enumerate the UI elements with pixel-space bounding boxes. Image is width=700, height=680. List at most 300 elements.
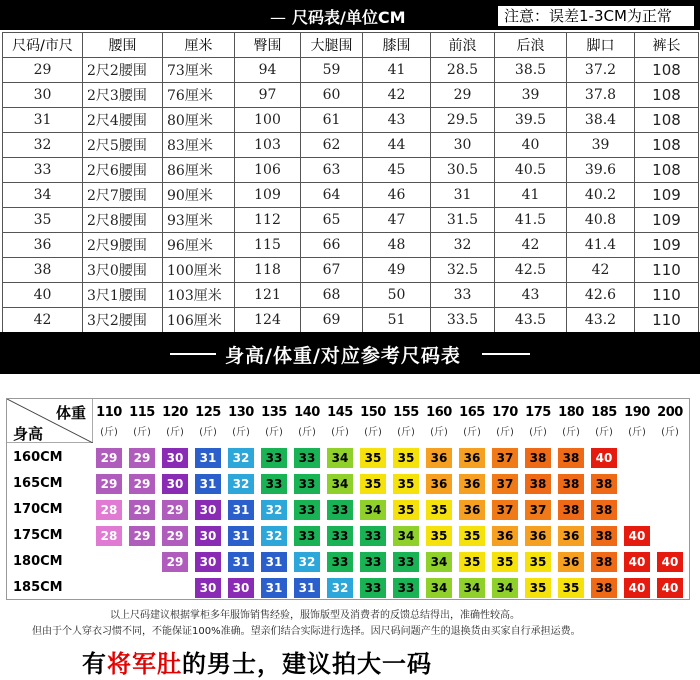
size-cell: 109 [635,208,699,233]
size-recommendation-cell: 38 [558,500,584,520]
size-recommendation-cell: 30 [195,578,221,598]
title-dash: — [270,8,286,27]
size-cell: 30 [3,83,83,108]
size-cell: 2尺7腰围 [83,183,163,208]
weight-value: 200 [657,405,683,420]
size-cell: 64 [301,183,363,208]
size-row [3,283,699,308]
size-recommendation-cell: 29 [162,552,188,572]
size-recommendation-cell: 38 [591,500,617,520]
banner-line-left [170,353,216,355]
size-cell: 32 [431,233,495,258]
weight-value: 180 [558,405,584,420]
size-cell: 118 [235,258,301,283]
size-recommendation-cell: 35 [360,474,386,494]
weight-axis-label: 体重 [55,404,86,422]
size-cell: 36 [3,233,83,258]
size-cell: 62 [301,133,363,158]
weight-column-header [457,399,487,443]
size-cell: 100厘米 [163,258,235,283]
size-recommendation-cell: 35 [492,552,518,572]
weight-column-header [193,399,223,443]
size-cell: 108 [635,158,699,183]
weight-unit: (斤) [463,427,481,438]
weight-value: 120 [162,405,188,420]
size-recommendation-cell: 36 [525,526,551,546]
weight-value: 135 [261,405,287,420]
size-cell: 108 [635,83,699,108]
weight-unit: (斤) [628,427,646,438]
size-recommendation-cell: 36 [459,448,485,468]
size-recommendation-cell: 30 [162,474,188,494]
size-recommendation-cell: 31 [195,448,221,468]
size-cell: 2尺4腰围 [83,108,163,133]
weight-column-header [556,399,586,443]
size-recommendation-cell: 33 [261,448,287,468]
weight-column-header [325,399,355,443]
size-cell: 46 [363,183,431,208]
size-cell: 83厘米 [163,133,235,158]
weight-column-header [94,399,124,443]
weight-value: 185 [591,405,617,420]
size-recommendation-cell: 35 [558,578,584,598]
size-recommendation-cell: 29 [129,526,155,546]
size-recommendation-cell: 29 [129,474,155,494]
size-row [3,208,699,233]
size-recommendation-cell: 33 [261,474,287,494]
size-recommendation-cell: 40 [657,552,683,572]
size-recommendation-cell: 31 [261,578,287,598]
size-cell: 30.5 [431,158,495,183]
height-row-label: 185CM [13,580,63,595]
size-cell: 43.2 [567,308,635,333]
size-recommendation-cell: 34 [327,448,353,468]
size-recommendation-cell: 33 [393,578,419,598]
slogan [82,644,432,679]
weight-value: 160 [426,405,452,420]
size-cell: 90厘米 [163,183,235,208]
size-recommendation-cell: 29 [129,448,155,468]
tolerance-note: 注意：误差1-3CM为正常 [498,6,694,26]
weight-unit: (斤) [199,427,217,438]
weight-unit: (斤) [232,427,250,438]
size-cell: 28.5 [431,58,495,83]
size-cell: 69 [301,308,363,333]
footnote-line-1: 以上尺码建议根据掌柜多年服饰销售经验，服饰版型及消费者的反馈总结得出，准确性较高。 [110,610,520,621]
size-recommendation-cell: 33 [327,526,353,546]
size-cell: 33 [431,283,495,308]
size-recommendation-cell: 40 [624,552,650,572]
size-cell: 47 [363,208,431,233]
size-cell: 106厘米 [163,308,235,333]
size-recommendation-cell: 35 [459,526,485,546]
size-cell: 60 [301,83,363,108]
size-recommendation-cell: 35 [525,578,551,598]
weight-column-header [523,399,553,443]
title-text: 尺码表/单位CM [292,8,406,27]
size-col-header: 臀围 [235,33,301,58]
weight-column-header [259,399,289,443]
size-cell: 93厘米 [163,208,235,233]
size-col-header: 厘米 [163,33,235,58]
size-recommendation-cell: 31 [261,552,287,572]
size-cell: 2尺8腰围 [83,208,163,233]
size-recommendation-cell: 40 [657,578,683,598]
size-col-header: 腰围 [83,33,163,58]
size-recommendation-cell: 32 [294,552,320,572]
size-recommendation-cell: 31 [228,526,254,546]
size-cell: 38.4 [567,108,635,133]
size-cell: 32 [3,133,83,158]
size-cell: 40 [495,133,567,158]
weight-column-header [424,399,454,443]
size-cell: 44 [363,133,431,158]
size-cell: 29.5 [431,108,495,133]
size-row [3,258,699,283]
size-cell: 42 [3,308,83,333]
size-recommendation-cell: 38 [525,474,551,494]
weight-unit: (斤) [430,427,448,438]
size-cell: 59 [301,58,363,83]
size-recommendation-cell: 35 [360,448,386,468]
size-cell: 2尺9腰围 [83,233,163,258]
size-cell: 43 [495,283,567,308]
weight-column-header [292,399,322,443]
size-row [3,183,699,208]
size-col-header: 前浪 [431,33,495,58]
size-col-header: 脚口 [567,33,635,58]
size-cell: 40 [3,283,83,308]
weight-unit: (斤) [595,427,613,438]
weight-value: 175 [525,405,551,420]
size-recommendation-cell: 31 [228,500,254,520]
size-cell: 51 [363,308,431,333]
size-cell: 41 [495,183,567,208]
size-recommendation-cell: 36 [426,474,452,494]
size-recommendation-cell: 34 [459,578,485,598]
size-cell: 76厘米 [163,83,235,108]
size-recommendation-cell: 33 [393,552,419,572]
size-recommendation-cell: 36 [558,552,584,572]
size-recommendation-cell: 31 [294,578,320,598]
size-cell: 41.5 [495,208,567,233]
size-cell: 103厘米 [163,283,235,308]
size-cell: 96厘米 [163,233,235,258]
size-col-header: 后浪 [495,33,567,58]
height-row-label: 165CM [13,476,63,491]
size-table-body [3,58,699,333]
size-recommendation-cell: 38 [591,526,617,546]
size-row [3,158,699,183]
size-recommendation-cell: 29 [162,526,188,546]
size-recommendation-cell: 38 [558,474,584,494]
weight-unit: (斤) [265,427,283,438]
size-cell: 61 [301,108,363,133]
height-row-label: 180CM [13,554,63,569]
weight-value: 190 [624,405,650,420]
size-recommendation-cell: 34 [426,578,452,598]
weight-column-header [589,399,619,443]
size-row [3,108,699,133]
weight-value: 110 [96,405,122,420]
size-recommendation-cell: 35 [393,448,419,468]
size-cell: 100 [235,108,301,133]
size-recommendation-cell: 34 [360,500,386,520]
size-recommendation-cell: 29 [96,474,122,494]
size-recommendation-cell: 37 [492,500,518,520]
size-row [3,83,699,108]
size-cell: 50 [363,283,431,308]
size-cell: 40.2 [567,183,635,208]
size-table-header [3,33,699,58]
size-cell: 41 [363,58,431,83]
size-cell: 65 [301,208,363,233]
size-cell: 108 [635,58,699,83]
grid-corner [7,399,93,443]
size-cell: 2尺6腰围 [83,158,163,183]
size-cell: 32.5 [431,258,495,283]
slogan-post: 的男士，建议拍大一码 [182,649,432,678]
size-cell: 37.2 [567,58,635,83]
weight-value: 170 [492,405,518,420]
size-recommendation-cell: 33 [327,500,353,520]
size-table [2,32,699,333]
height-row-label: 170CM [13,502,63,517]
size-cell: 41.4 [567,233,635,258]
size-cell: 35 [3,208,83,233]
weight-unit: (斤) [100,427,118,438]
size-recommendation-cell: 30 [195,552,221,572]
weight-column-header [160,399,190,443]
size-recommendation-cell: 38 [591,578,617,598]
size-recommendation-cell: 29 [162,500,188,520]
size-cell: 42 [495,233,567,258]
size-cell: 108 [635,133,699,158]
size-recommendation-cell: 38 [591,552,617,572]
size-col-header: 大腿围 [301,33,363,58]
size-cell: 3尺2腰围 [83,308,163,333]
top-header-bar [0,0,700,30]
size-cell: 49 [363,258,431,283]
footnote-line-2: 但由于个人穿衣习惯不同，不能保证100%准确。望亲们结合实际进行选择。因尺码问题产生的退换货由买家自行承担运费。 [32,626,581,637]
weight-unit: (斤) [496,427,514,438]
size-cell: 37.8 [567,83,635,108]
size-recommendation-cell: 34 [426,552,452,572]
size-recommendation-cell: 30 [195,526,221,546]
size-recommendation-cell: 32 [228,448,254,468]
weight-column-header [391,399,421,443]
height-row-label: 160CM [13,450,63,465]
size-row [3,133,699,158]
weight-value: 125 [195,405,221,420]
size-cell: 30 [431,133,495,158]
slogan-pre: 有 [82,649,107,678]
size-recommendation-cell: 34 [327,474,353,494]
size-cell: 124 [235,308,301,333]
weight-unit: (斤) [133,427,151,438]
size-recommendation-cell: 36 [459,474,485,494]
size-recommendation-cell: 30 [162,448,188,468]
size-recommendation-cell: 33 [294,448,320,468]
size-recommendation-cell: 35 [426,500,452,520]
weight-column-header [655,399,685,443]
size-recommendation-cell: 34 [492,578,518,598]
size-recommendation-cell: 40 [591,448,617,468]
size-cell: 103 [235,133,301,158]
weight-value: 130 [228,405,254,420]
size-cell: 29 [431,83,495,108]
size-recommendation-cell: 30 [195,500,221,520]
weight-value: 155 [393,405,419,420]
size-cell: 43.5 [495,308,567,333]
size-cell: 94 [235,58,301,83]
size-recommendation-cell: 35 [525,552,551,572]
size-cell: 29 [3,58,83,83]
size-recommendation-cell: 28 [96,500,122,520]
size-cell: 3尺1腰围 [83,283,163,308]
size-recommendation-cell: 30 [228,578,254,598]
size-recommendation-cell: 29 [96,448,122,468]
size-cell: 45 [363,158,431,183]
weight-unit: (斤) [298,427,316,438]
size-cell: 121 [235,283,301,308]
size-recommendation-cell: 40 [624,578,650,598]
size-cell: 80厘米 [163,108,235,133]
size-recommendation-cell: 29 [129,500,155,520]
size-recommendation-cell: 38 [591,474,617,494]
size-cell: 67 [301,258,363,283]
size-recommendation-cell: 37 [525,500,551,520]
size-recommendation-cell: 31 [228,552,254,572]
size-cell: 68 [301,283,363,308]
weight-height-grid [6,398,690,600]
size-recommendation-cell: 33 [360,578,386,598]
weight-unit: (斤) [529,427,547,438]
size-cell: 42 [567,258,635,283]
weight-unit: (斤) [364,427,382,438]
banner-line-right [482,353,530,355]
size-cell: 39 [495,83,567,108]
size-recommendation-cell: 35 [426,526,452,546]
size-recommendation-cell: 33 [360,552,386,572]
weight-unit: (斤) [166,427,184,438]
size-cell: 31 [431,183,495,208]
weight-unit: (斤) [562,427,580,438]
size-cell: 42 [363,83,431,108]
height-axis-label: 身高 [13,425,44,443]
size-recommendation-cell: 33 [294,500,320,520]
size-cell: 42.6 [567,283,635,308]
weight-unit: (斤) [661,427,679,438]
size-recommendation-cell: 36 [459,500,485,520]
size-cell: 33 [3,158,83,183]
size-recommendation-cell: 38 [525,448,551,468]
size-recommendation-cell: 33 [360,526,386,546]
size-recommendation-cell: 38 [558,448,584,468]
weight-column-header [490,399,520,443]
weight-column-header [358,399,388,443]
size-cell: 34 [3,183,83,208]
size-recommendation-cell: 28 [96,526,122,546]
size-cell: 39.6 [567,158,635,183]
banner-title: 身高/体重/对应参考尺码表 [225,345,461,367]
size-cell: 115 [235,233,301,258]
size-recommendation-cell: 36 [426,448,452,468]
size-recommendation-cell: 37 [492,448,518,468]
size-recommendation-cell: 32 [327,578,353,598]
weight-unit: (斤) [331,427,349,438]
weight-value: 165 [459,405,485,420]
size-cell: 39 [567,133,635,158]
size-cell: 106 [235,158,301,183]
size-recommendation-cell: 35 [393,474,419,494]
size-recommendation-cell: 40 [624,526,650,546]
size-cell: 108 [635,108,699,133]
size-cell: 38 [3,258,83,283]
size-cell: 43 [363,108,431,133]
size-cell: 110 [635,283,699,308]
size-cell: 63 [301,158,363,183]
weight-column-header [127,399,157,443]
size-cell: 97 [235,83,301,108]
size-col-header: 膝围 [363,33,431,58]
size-cell: 48 [363,233,431,258]
size-recommendation-cell: 32 [261,526,287,546]
weight-value: 115 [129,405,155,420]
size-cell: 73厘米 [163,58,235,83]
weight-value: 140 [294,405,320,420]
size-recommendation-cell: 33 [294,526,320,546]
size-cell: 2尺5腰围 [83,133,163,158]
size-recommendation-cell: 33 [327,552,353,572]
size-cell: 110 [635,308,699,333]
size-cell: 38.5 [495,58,567,83]
size-cell: 39.5 [495,108,567,133]
size-cell: 2尺3腰围 [83,83,163,108]
size-cell: 40.5 [495,158,567,183]
size-recommendation-cell: 37 [492,474,518,494]
weight-value: 150 [360,405,386,420]
size-row [3,233,699,258]
size-chart-title [270,5,406,28]
size-cell: 112 [235,208,301,233]
size-cell: 110 [635,258,699,283]
size-cell: 109 [235,183,301,208]
size-cell: 31.5 [431,208,495,233]
size-recommendation-cell: 32 [261,500,287,520]
size-recommendation-cell: 34 [393,526,419,546]
size-cell: 40.8 [567,208,635,233]
size-cell: 42.5 [495,258,567,283]
size-cell: 109 [635,233,699,258]
weight-unit: (斤) [397,427,415,438]
size-cell: 2尺2腰围 [83,58,163,83]
size-cell: 33.5 [431,308,495,333]
size-cell: 109 [635,183,699,208]
size-recommendation-cell: 35 [459,552,485,572]
size-cell: 86厘米 [163,158,235,183]
size-recommendation-cell: 35 [393,500,419,520]
size-col-header: 裤长 [635,33,699,58]
section-banner [0,332,700,374]
size-cell: 31 [3,108,83,133]
size-col-header: 尺码/市尺 [3,33,83,58]
size-cell: 66 [301,233,363,258]
size-recommendation-cell: 33 [294,474,320,494]
size-cell: 3尺0腰围 [83,258,163,283]
size-row [3,58,699,83]
height-row-label: 175CM [13,528,63,543]
